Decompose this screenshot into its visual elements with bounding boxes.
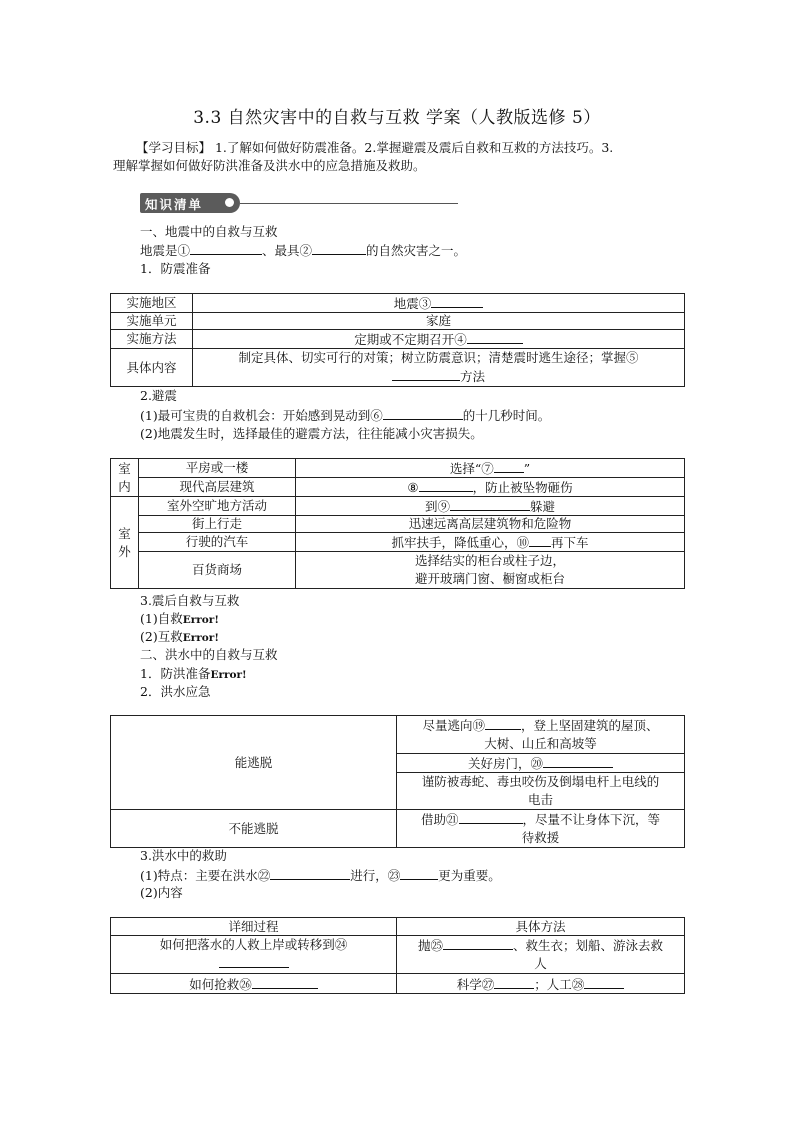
can-escape-label: 能逃脱 bbox=[111, 716, 397, 810]
flood-rescue-content: (2)内容 bbox=[140, 885, 183, 900]
escape-method-cell: 谨防被毒蛇、毒虫咬伤及倒塌电杆上电线的 电击 bbox=[397, 773, 685, 810]
place-cell: 百货商场 bbox=[139, 552, 296, 589]
blank-8[interactable] bbox=[419, 478, 473, 492]
escape-method-cell: 借助㉑ ，尽量不让身体下沉，等 待救援 bbox=[397, 810, 685, 848]
place-cell: 室外空旷地方活动 bbox=[139, 497, 296, 516]
table-row bbox=[111, 497, 685, 516]
post-quake-heading: 3.震后自救与互救 bbox=[140, 593, 240, 608]
learning-goals-line-2: 理解掌握如何做好防洪准备及洪水中的应急措施及救助。 bbox=[113, 158, 426, 173]
method-cell: ⑧ ，防止被坠物砸伤 bbox=[296, 478, 685, 497]
blank-4[interactable] bbox=[467, 330, 523, 344]
bullet-dot-icon bbox=[225, 198, 234, 207]
earthquake-intro bbox=[140, 241, 466, 259]
row-value: 家庭 bbox=[193, 313, 685, 330]
blank-7[interactable] bbox=[494, 459, 524, 473]
cannot-escape-label: 不能逃脱 bbox=[111, 810, 397, 848]
blank-6[interactable] bbox=[383, 406, 463, 420]
table-row bbox=[111, 478, 685, 497]
row-label: 实施地区 bbox=[111, 294, 193, 313]
column-header: 具体方法 bbox=[397, 918, 685, 936]
table-row bbox=[111, 974, 685, 994]
blank-9[interactable] bbox=[450, 497, 530, 511]
section-divider bbox=[240, 203, 458, 204]
method-cell: 迅速远离高层建筑物和危险物 bbox=[296, 516, 685, 533]
avoid-quake-table bbox=[110, 458, 685, 589]
table-row bbox=[111, 810, 685, 848]
blank-26[interactable] bbox=[252, 975, 318, 989]
method-cell: 选择“⑦ ” bbox=[296, 459, 685, 478]
table-row bbox=[111, 459, 685, 478]
outdoor-label: 室外 bbox=[111, 497, 139, 589]
quake-prep-table bbox=[110, 293, 685, 387]
table-row bbox=[111, 294, 685, 313]
table-row bbox=[111, 918, 685, 936]
blank-27[interactable] bbox=[494, 975, 534, 989]
blank-2[interactable] bbox=[312, 241, 366, 255]
table-row bbox=[111, 330, 685, 349]
method-cell: 科学㉗ ；人工㉘ bbox=[397, 974, 685, 994]
table-row bbox=[111, 716, 685, 754]
process-cell: 如何抢救㉖ bbox=[111, 974, 397, 994]
row-value: 地震③ bbox=[193, 294, 685, 313]
learning-goals-line-1: 【学习目标】 1.了解如何做好防震准备。2.掌握避震及震后自救和互救的方法技巧。3. bbox=[136, 140, 614, 155]
part2-heading: 二、洪水中的自救与互救 bbox=[140, 647, 278, 662]
row-value: 定期或不定期召开④ bbox=[193, 330, 685, 349]
column-header: 详细过程 bbox=[111, 918, 397, 936]
blank-20[interactable] bbox=[543, 754, 613, 768]
row-label: 具体内容 bbox=[111, 349, 193, 387]
table-row bbox=[111, 936, 685, 974]
intro-c: 的自然灾害之一。 bbox=[366, 243, 467, 258]
method-cell: 到⑨ 躲避 bbox=[296, 497, 685, 516]
escape-method-cell: 关好房门，⑳ bbox=[397, 754, 685, 773]
row-label: 实施单元 bbox=[111, 313, 193, 330]
flood-rescue-heading: 3.洪水中的救助 bbox=[140, 848, 227, 863]
intro-a: 地震是① bbox=[140, 243, 191, 258]
avoid-quake-heading: 2.避震 bbox=[140, 388, 177, 403]
self-rescue-item: (1)自救Error! bbox=[140, 611, 219, 626]
mutual-rescue-item: (2)互救Error! bbox=[140, 629, 219, 644]
indoor-label: 室内 bbox=[111, 459, 139, 497]
place-cell: 行驶的汽车 bbox=[139, 533, 296, 552]
section-badge-label: 知识清单 bbox=[145, 197, 204, 212]
avoid-item-2: (2)地震发生时，选择最佳的避震方法，往往能减小灾害损失。 bbox=[140, 426, 483, 441]
table-row bbox=[111, 349, 685, 387]
section-badge bbox=[140, 193, 240, 213]
escape-method-cell: 尽量逃向⑲ ，登上坚固建筑的屋顶、 大树、山丘和高坡等 bbox=[397, 716, 685, 754]
place-cell: 平房或一楼 bbox=[139, 459, 296, 478]
blank-5[interactable] bbox=[392, 367, 460, 381]
flood-rescue-table bbox=[110, 917, 685, 994]
blank-28[interactable] bbox=[584, 975, 624, 989]
blank-10[interactable] bbox=[529, 533, 551, 547]
blank-21[interactable] bbox=[459, 810, 523, 824]
flood-rescue-features: (1)特点：主要在洪水㉒ 进行，㉓ 更为重要。 bbox=[140, 868, 501, 883]
table-row bbox=[111, 533, 685, 552]
row-value: 制定具体、切实可行的对策；树立防震意识；清楚震时逃生途径；掌握⑤ 方法 bbox=[193, 349, 685, 387]
part1-heading: 一、地震中的自救与互救 bbox=[140, 224, 278, 239]
flood-prep-item: 1．防洪准备Error! bbox=[140, 666, 247, 681]
method-cell: 抓牢扶手，降低重心，⑩ 再下车 bbox=[296, 533, 685, 552]
row-label: 实施方法 bbox=[111, 330, 193, 349]
blank-24[interactable] bbox=[219, 954, 289, 968]
blank-23[interactable] bbox=[400, 866, 438, 880]
blank-25[interactable] bbox=[443, 936, 513, 950]
page-title: 3.3 自然灾害中的自救与互救 学案（人教版选修 5） bbox=[193, 108, 601, 128]
process-cell: 如何把落水的人救上岸或转移到㉔ bbox=[111, 936, 397, 974]
table-row bbox=[111, 552, 685, 589]
intro-b: 、最具② bbox=[262, 243, 313, 258]
method-cell: 选择结实的柜台或柱子边， 避开玻璃门窗、橱窗或柜台 bbox=[296, 552, 685, 589]
blank-19[interactable] bbox=[485, 716, 521, 730]
place-cell: 现代高层建筑 bbox=[139, 478, 296, 497]
blank-22[interactable] bbox=[270, 866, 350, 880]
table-row bbox=[111, 313, 685, 330]
avoid-item-1: (1)最可宝贵的自救机会：开始感到晃动到⑥ 的十几秒时间。 bbox=[140, 408, 551, 423]
table-row bbox=[111, 516, 685, 533]
quake-prep-heading: 1．防震准备 bbox=[140, 261, 211, 276]
place-cell: 街上行走 bbox=[139, 516, 296, 533]
flood-response-heading: 2．洪水应急 bbox=[140, 684, 211, 699]
blank-1[interactable] bbox=[190, 241, 262, 255]
blank-3[interactable] bbox=[431, 294, 483, 308]
flood-response-table bbox=[110, 715, 685, 848]
method-cell: 抛㉕ 、救生衣；划船、游泳去救 人 bbox=[397, 936, 685, 974]
